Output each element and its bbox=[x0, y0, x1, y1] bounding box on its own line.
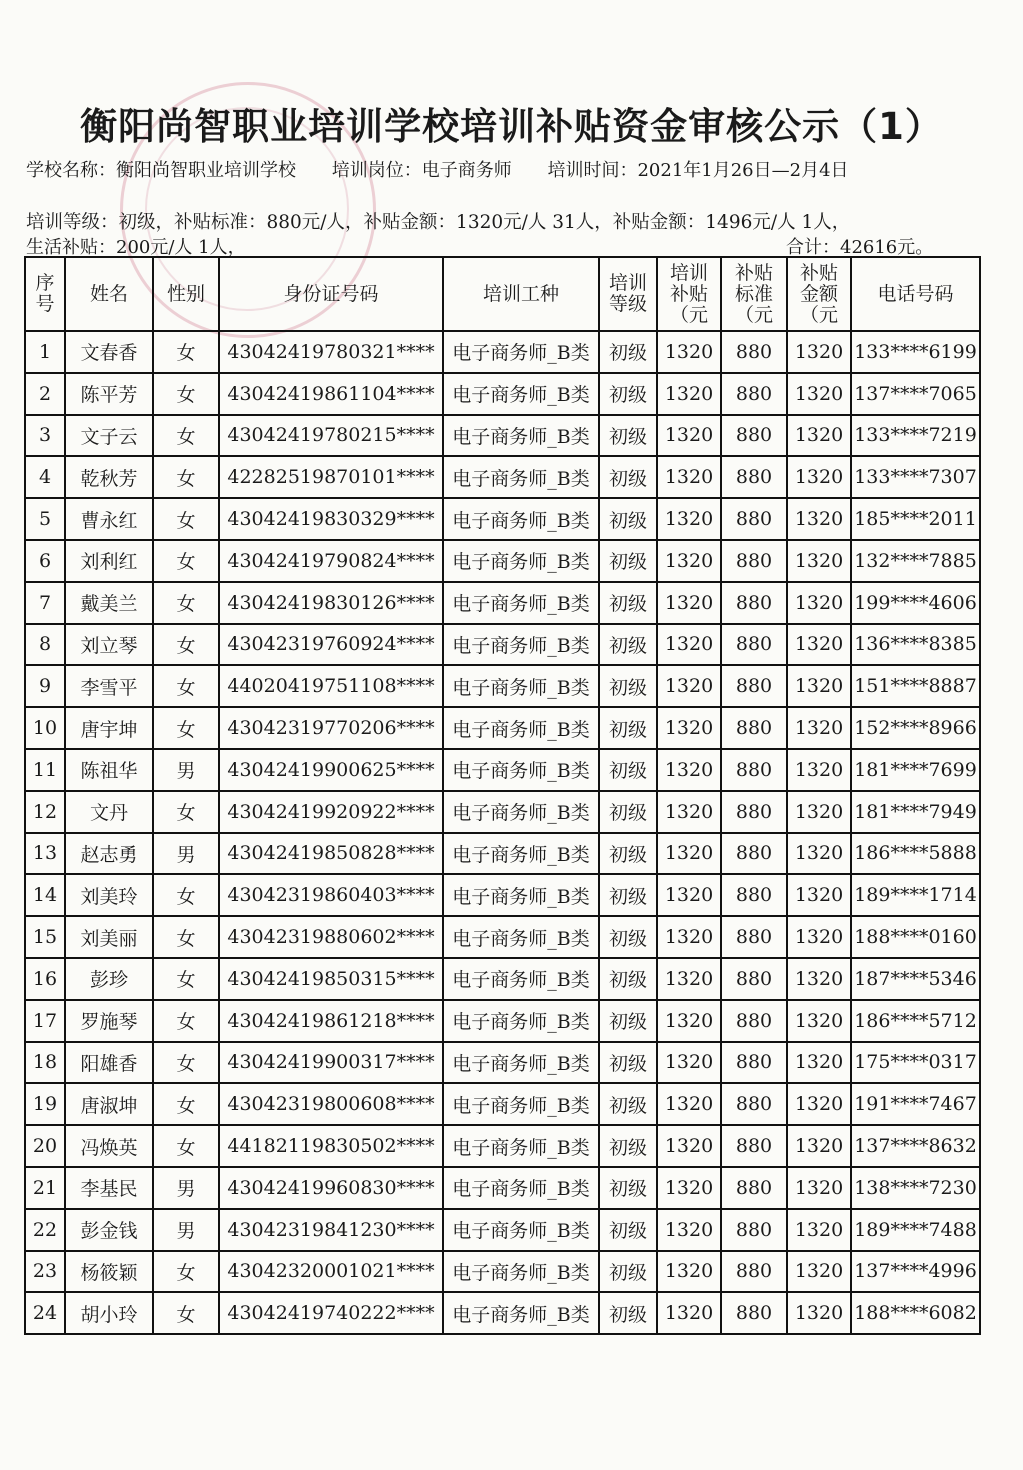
cell-phone: 133****6199 bbox=[851, 331, 980, 373]
cell-trade: 电子商务师_B类 bbox=[443, 1125, 599, 1167]
cell-subsidy-amount: 1320 bbox=[787, 415, 851, 457]
cell-training-subsidy: 1320 bbox=[657, 331, 721, 373]
cell-index: 16 bbox=[25, 958, 65, 1000]
cell-subsidy-amount: 1320 bbox=[787, 1167, 851, 1209]
cell-index: 18 bbox=[25, 1042, 65, 1084]
cell-training-subsidy: 1320 bbox=[657, 540, 721, 582]
cell-name: 阳雄香 bbox=[65, 1042, 153, 1084]
cell-phone: 136****8385 bbox=[851, 624, 980, 666]
cell-subsidy-standard: 880 bbox=[721, 498, 787, 540]
cell-phone: 199****4606 bbox=[851, 582, 980, 624]
cell-training-subsidy: 1320 bbox=[657, 958, 721, 1000]
cell-subsidy-amount: 1320 bbox=[787, 1209, 851, 1251]
cell-subsidy-standard: 880 bbox=[721, 1251, 787, 1293]
table-row bbox=[25, 1292, 980, 1334]
table-row bbox=[25, 498, 980, 540]
cell-training-subsidy: 1320 bbox=[657, 665, 721, 707]
cell-subsidy-amount: 1320 bbox=[787, 665, 851, 707]
cell-name: 李基民 bbox=[65, 1167, 153, 1209]
table-row bbox=[25, 1251, 980, 1293]
cell-subsidy-standard: 880 bbox=[721, 1000, 787, 1042]
cell-gender: 女 bbox=[153, 1000, 219, 1042]
cell-subsidy-standard: 880 bbox=[721, 456, 787, 498]
cell-name: 戴美兰 bbox=[65, 582, 153, 624]
cell-subsidy-amount: 1320 bbox=[787, 456, 851, 498]
cell-gender: 男 bbox=[153, 833, 219, 875]
cell-level: 初级 bbox=[599, 833, 657, 875]
cell-subsidy-standard: 880 bbox=[721, 1167, 787, 1209]
cell-training-subsidy: 1320 bbox=[657, 624, 721, 666]
cell-trade: 电子商务师_B类 bbox=[443, 1083, 599, 1125]
cell-gender: 女 bbox=[153, 331, 219, 373]
cell-gender: 女 bbox=[153, 415, 219, 457]
cell-index: 13 bbox=[25, 833, 65, 875]
cell-level: 初级 bbox=[599, 1292, 657, 1334]
table-row bbox=[25, 1083, 980, 1125]
cell-training-subsidy: 1320 bbox=[657, 1167, 721, 1209]
cell-name: 刘美丽 bbox=[65, 916, 153, 958]
cell-subsidy-standard: 880 bbox=[721, 1125, 787, 1167]
cell-index: 15 bbox=[25, 916, 65, 958]
cell-level: 初级 bbox=[599, 373, 657, 415]
cell-gender: 女 bbox=[153, 665, 219, 707]
table-row bbox=[25, 665, 980, 707]
cell-subsidy-amount: 1320 bbox=[787, 958, 851, 1000]
cell-index: 7 bbox=[25, 582, 65, 624]
cell-gender: 女 bbox=[153, 582, 219, 624]
cell-trade: 电子商务师_B类 bbox=[443, 582, 599, 624]
subsidy-table bbox=[24, 256, 981, 1335]
cell-index: 19 bbox=[25, 1083, 65, 1125]
cell-index: 6 bbox=[25, 540, 65, 582]
cell-level: 初级 bbox=[599, 1209, 657, 1251]
cell-training-subsidy: 1320 bbox=[657, 833, 721, 875]
header-gender: 性别 bbox=[153, 257, 219, 331]
table-row bbox=[25, 791, 980, 833]
table-row bbox=[25, 1042, 980, 1084]
cell-index: 17 bbox=[25, 1000, 65, 1042]
table-row bbox=[25, 833, 980, 875]
cell-subsidy-amount: 1320 bbox=[787, 624, 851, 666]
cell-subsidy-amount: 1320 bbox=[787, 1292, 851, 1334]
table-row bbox=[25, 456, 980, 498]
header-id-number: 身份证号码 bbox=[219, 257, 443, 331]
cell-subsidy-amount: 1320 bbox=[787, 707, 851, 749]
cell-id-number: 43042319760924**** bbox=[219, 624, 443, 666]
table-row bbox=[25, 707, 980, 749]
cell-trade: 电子商务师_B类 bbox=[443, 874, 599, 916]
cell-level: 初级 bbox=[599, 1125, 657, 1167]
cell-phone: 181****7949 bbox=[851, 791, 980, 833]
cell-trade: 电子商务师_B类 bbox=[443, 749, 599, 791]
cell-trade: 电子商务师_B类 bbox=[443, 1042, 599, 1084]
cell-subsidy-standard: 880 bbox=[721, 707, 787, 749]
header-level: 培训 等级 bbox=[599, 257, 657, 331]
table-row bbox=[25, 582, 980, 624]
cell-gender: 女 bbox=[153, 498, 219, 540]
cell-gender: 女 bbox=[153, 1251, 219, 1293]
cell-trade: 电子商务师_B类 bbox=[443, 540, 599, 582]
cell-subsidy-amount: 1320 bbox=[787, 540, 851, 582]
cell-trade: 电子商务师_B类 bbox=[443, 456, 599, 498]
cell-trade: 电子商务师_B类 bbox=[443, 665, 599, 707]
cell-level: 初级 bbox=[599, 1083, 657, 1125]
cell-level: 初级 bbox=[599, 874, 657, 916]
cell-name: 彭金钱 bbox=[65, 1209, 153, 1251]
cell-id-number: 43042419960830**** bbox=[219, 1167, 443, 1209]
cell-id-number: 43042319880602**** bbox=[219, 916, 443, 958]
cell-subsidy-standard: 880 bbox=[721, 749, 787, 791]
cell-trade: 电子商务师_B类 bbox=[443, 833, 599, 875]
cell-level: 初级 bbox=[599, 958, 657, 1000]
cell-gender: 女 bbox=[153, 1292, 219, 1334]
cell-name: 文子云 bbox=[65, 415, 153, 457]
table-row bbox=[25, 916, 980, 958]
cell-name: 李雪平 bbox=[65, 665, 153, 707]
cell-level: 初级 bbox=[599, 1042, 657, 1084]
cell-name: 冯焕英 bbox=[65, 1125, 153, 1167]
cell-id-number: 43042419920922**** bbox=[219, 791, 443, 833]
table-row bbox=[25, 331, 980, 373]
cell-id-number: 43042419740222**** bbox=[219, 1292, 443, 1334]
header-name: 姓名 bbox=[65, 257, 153, 331]
cell-level: 初级 bbox=[599, 791, 657, 833]
grand-total: 合计：42616元。 bbox=[786, 237, 934, 258]
cell-training-subsidy: 1320 bbox=[657, 791, 721, 833]
cell-name: 唐淑坤 bbox=[65, 1083, 153, 1125]
header-subsidy-amount: 补贴 金额 （元 bbox=[787, 257, 851, 331]
cell-level: 初级 bbox=[599, 582, 657, 624]
cell-gender: 女 bbox=[153, 874, 219, 916]
cell-subsidy-amount: 1320 bbox=[787, 749, 851, 791]
cell-subsidy-amount: 1320 bbox=[787, 1083, 851, 1125]
cell-name: 胡小玲 bbox=[65, 1292, 153, 1334]
cell-phone: 186****5712 bbox=[851, 1000, 980, 1042]
cell-name: 刘美玲 bbox=[65, 874, 153, 916]
cell-gender: 女 bbox=[153, 456, 219, 498]
cell-gender: 女 bbox=[153, 624, 219, 666]
cell-training-subsidy: 1320 bbox=[657, 415, 721, 457]
cell-subsidy-amount: 1320 bbox=[787, 1042, 851, 1084]
cell-gender: 女 bbox=[153, 707, 219, 749]
cell-id-number: 43042419861218**** bbox=[219, 1000, 443, 1042]
cell-subsidy-amount: 1320 bbox=[787, 791, 851, 833]
cell-phone: 187****5346 bbox=[851, 958, 980, 1000]
cell-trade: 电子商务师_B类 bbox=[443, 791, 599, 833]
cell-trade: 电子商务师_B类 bbox=[443, 916, 599, 958]
cell-trade: 电子商务师_B类 bbox=[443, 624, 599, 666]
cell-id-number: 43042419861104**** bbox=[219, 373, 443, 415]
cell-gender: 男 bbox=[153, 1167, 219, 1209]
cell-phone: 137****8632 bbox=[851, 1125, 980, 1167]
cell-level: 初级 bbox=[599, 456, 657, 498]
cell-training-subsidy: 1320 bbox=[657, 373, 721, 415]
cell-name: 陈祖华 bbox=[65, 749, 153, 791]
cell-level: 初级 bbox=[599, 331, 657, 373]
cell-phone: 188****6082 bbox=[851, 1292, 980, 1334]
table-row bbox=[25, 749, 980, 791]
cell-index: 12 bbox=[25, 791, 65, 833]
cell-id-number: 43042419850315**** bbox=[219, 958, 443, 1000]
cell-subsidy-standard: 880 bbox=[721, 791, 787, 833]
cell-index: 2 bbox=[25, 373, 65, 415]
cell-index: 11 bbox=[25, 749, 65, 791]
cell-subsidy-standard: 880 bbox=[721, 331, 787, 373]
cell-id-number: 44020419751108**** bbox=[219, 665, 443, 707]
cell-id-number: 43042419900317**** bbox=[219, 1042, 443, 1084]
cell-phone: 191****7467 bbox=[851, 1083, 980, 1125]
cell-index: 24 bbox=[25, 1292, 65, 1334]
cell-name: 刘利红 bbox=[65, 540, 153, 582]
cell-trade: 电子商务师_B类 bbox=[443, 373, 599, 415]
table-row bbox=[25, 415, 980, 457]
cell-name: 杨筱颖 bbox=[65, 1251, 153, 1293]
cell-subsidy-amount: 1320 bbox=[787, 874, 851, 916]
cell-subsidy-standard: 880 bbox=[721, 1209, 787, 1251]
cell-name: 罗施琴 bbox=[65, 1000, 153, 1042]
cell-index: 3 bbox=[25, 415, 65, 457]
cell-id-number: 43042419850828**** bbox=[219, 833, 443, 875]
cell-gender: 男 bbox=[153, 749, 219, 791]
cell-phone: 132****7885 bbox=[851, 540, 980, 582]
cell-phone: 189****7488 bbox=[851, 1209, 980, 1251]
cell-subsidy-amount: 1320 bbox=[787, 582, 851, 624]
cell-training-subsidy: 1320 bbox=[657, 707, 721, 749]
cell-training-subsidy: 1320 bbox=[657, 1042, 721, 1084]
table-row bbox=[25, 1167, 980, 1209]
cell-trade: 电子商务师_B类 bbox=[443, 707, 599, 749]
cell-trade: 电子商务师_B类 bbox=[443, 415, 599, 457]
cell-subsidy-amount: 1320 bbox=[787, 833, 851, 875]
cell-trade: 电子商务师_B类 bbox=[443, 498, 599, 540]
cell-training-subsidy: 1320 bbox=[657, 916, 721, 958]
cell-subsidy-standard: 880 bbox=[721, 833, 787, 875]
cell-trade: 电子商务师_B类 bbox=[443, 1292, 599, 1334]
cell-training-subsidy: 1320 bbox=[657, 1209, 721, 1251]
cell-index: 20 bbox=[25, 1125, 65, 1167]
cell-name: 刘立琴 bbox=[65, 624, 153, 666]
cell-phone: 189****1714 bbox=[851, 874, 980, 916]
cell-training-subsidy: 1320 bbox=[657, 498, 721, 540]
cell-subsidy-standard: 880 bbox=[721, 874, 787, 916]
cell-phone: 185****2011 bbox=[851, 498, 980, 540]
cell-subsidy-amount: 1320 bbox=[787, 498, 851, 540]
cell-id-number: 43042319800608**** bbox=[219, 1083, 443, 1125]
table-header-row bbox=[25, 257, 980, 331]
cell-training-subsidy: 1320 bbox=[657, 1083, 721, 1125]
table-row bbox=[25, 958, 980, 1000]
cell-id-number: 43042419900625**** bbox=[219, 749, 443, 791]
cell-id-number: 43042419780321**** bbox=[219, 331, 443, 373]
cell-phone: 137****7065 bbox=[851, 373, 980, 415]
cell-index: 5 bbox=[25, 498, 65, 540]
cell-subsidy-amount: 1320 bbox=[787, 331, 851, 373]
cell-index: 23 bbox=[25, 1251, 65, 1293]
cell-phone: 138****7230 bbox=[851, 1167, 980, 1209]
cell-id-number: 44182119830502**** bbox=[219, 1125, 443, 1167]
cell-level: 初级 bbox=[599, 916, 657, 958]
cell-subsidy-standard: 880 bbox=[721, 540, 787, 582]
training-position: 培训岗位：电子商务师 bbox=[331, 160, 512, 181]
cell-gender: 女 bbox=[153, 1125, 219, 1167]
cell-subsidy-standard: 880 bbox=[721, 916, 787, 958]
cell-training-subsidy: 1320 bbox=[657, 1000, 721, 1042]
cell-level: 初级 bbox=[599, 415, 657, 457]
cell-gender: 女 bbox=[153, 916, 219, 958]
table-row bbox=[25, 373, 980, 415]
header-training-subsidy: 培训 补贴 （元 bbox=[657, 257, 721, 331]
cell-index: 10 bbox=[25, 707, 65, 749]
cell-id-number: 43042319770206**** bbox=[219, 707, 443, 749]
cell-training-subsidy: 1320 bbox=[657, 1251, 721, 1293]
table-row bbox=[25, 624, 980, 666]
cell-subsidy-standard: 880 bbox=[721, 582, 787, 624]
cell-subsidy-amount: 1320 bbox=[787, 916, 851, 958]
cell-name: 文丹 bbox=[65, 791, 153, 833]
cell-subsidy-standard: 880 bbox=[721, 1083, 787, 1125]
cell-subsidy-amount: 1320 bbox=[787, 373, 851, 415]
cell-name: 文春香 bbox=[65, 331, 153, 373]
cell-index: 21 bbox=[25, 1167, 65, 1209]
cell-subsidy-amount: 1320 bbox=[787, 1125, 851, 1167]
cell-phone: 133****7307 bbox=[851, 456, 980, 498]
cell-gender: 女 bbox=[153, 540, 219, 582]
cell-training-subsidy: 1320 bbox=[657, 1125, 721, 1167]
cell-phone: 152****8966 bbox=[851, 707, 980, 749]
cell-training-subsidy: 1320 bbox=[657, 582, 721, 624]
cell-trade: 电子商务师_B类 bbox=[443, 1209, 599, 1251]
cell-id-number: 43042419780215**** bbox=[219, 415, 443, 457]
cell-id-number: 43042319860403**** bbox=[219, 874, 443, 916]
cell-subsidy-standard: 880 bbox=[721, 1292, 787, 1334]
table-row bbox=[25, 540, 980, 582]
cell-level: 初级 bbox=[599, 1167, 657, 1209]
cell-gender: 女 bbox=[153, 791, 219, 833]
cell-name: 唐宇坤 bbox=[65, 707, 153, 749]
cell-level: 初级 bbox=[599, 749, 657, 791]
cell-phone: 137****4996 bbox=[851, 1251, 980, 1293]
cell-trade: 电子商务师_B类 bbox=[443, 958, 599, 1000]
cell-subsidy-standard: 880 bbox=[721, 958, 787, 1000]
cell-trade: 电子商务师_B类 bbox=[443, 1251, 599, 1293]
cell-gender: 女 bbox=[153, 958, 219, 1000]
cell-gender: 女 bbox=[153, 1042, 219, 1084]
cell-phone: 151****8887 bbox=[851, 665, 980, 707]
cell-index: 4 bbox=[25, 456, 65, 498]
cell-training-subsidy: 1320 bbox=[657, 456, 721, 498]
cell-phone: 133****7219 bbox=[851, 415, 980, 457]
cell-id-number: 43042419790824**** bbox=[219, 540, 443, 582]
subsidy-summary: 培训等级：初级，补贴标准：880元/人，补贴金额：1320元/人 31人，补贴金额：1496元/人 1人， bbox=[26, 212, 851, 233]
cell-name: 赵志勇 bbox=[65, 833, 153, 875]
cell-phone: 186****5888 bbox=[851, 833, 980, 875]
cell-level: 初级 bbox=[599, 707, 657, 749]
cell-level: 初级 bbox=[599, 540, 657, 582]
cell-training-subsidy: 1320 bbox=[657, 874, 721, 916]
cell-phone: 175****0317 bbox=[851, 1042, 980, 1084]
cell-subsidy-amount: 1320 bbox=[787, 1251, 851, 1293]
table-row bbox=[25, 1125, 980, 1167]
cell-gender: 女 bbox=[153, 1083, 219, 1125]
header-trade: 培训工种 bbox=[443, 257, 599, 331]
cell-level: 初级 bbox=[599, 665, 657, 707]
cell-id-number: 42282519870101**** bbox=[219, 456, 443, 498]
cell-name: 彭珍 bbox=[65, 958, 153, 1000]
cell-id-number: 43042319841230**** bbox=[219, 1209, 443, 1251]
cell-subsidy-standard: 880 bbox=[721, 624, 787, 666]
cell-level: 初级 bbox=[599, 498, 657, 540]
cell-name: 曹永红 bbox=[65, 498, 153, 540]
cell-trade: 电子商务师_B类 bbox=[443, 1167, 599, 1209]
cell-level: 初级 bbox=[599, 624, 657, 666]
cell-subsidy-standard: 880 bbox=[721, 665, 787, 707]
cell-name: 乾秋芳 bbox=[65, 456, 153, 498]
cell-level: 初级 bbox=[599, 1000, 657, 1042]
cell-index: 9 bbox=[25, 665, 65, 707]
living-subsidy: 生活补贴：200元/人 1人， bbox=[26, 237, 246, 258]
cell-training-subsidy: 1320 bbox=[657, 1292, 721, 1334]
training-time: 培训时间：2021年1月26日—2月4日 bbox=[547, 160, 849, 181]
cell-gender: 女 bbox=[153, 373, 219, 415]
cell-level: 初级 bbox=[599, 1251, 657, 1293]
info-line-school bbox=[26, 156, 879, 182]
cell-id-number: 43042419830329**** bbox=[219, 498, 443, 540]
cell-id-number: 43042419830126**** bbox=[219, 582, 443, 624]
cell-subsidy-standard: 880 bbox=[721, 1042, 787, 1084]
table-row bbox=[25, 1000, 980, 1042]
cell-index: 14 bbox=[25, 874, 65, 916]
cell-phone: 188****0160 bbox=[851, 916, 980, 958]
cell-subsidy-amount: 1320 bbox=[787, 1000, 851, 1042]
header-index: 序 号 bbox=[25, 257, 65, 331]
header-subsidy-standard: 补贴 标准 （元 bbox=[721, 257, 787, 331]
cell-training-subsidy: 1320 bbox=[657, 749, 721, 791]
cell-index: 22 bbox=[25, 1209, 65, 1251]
cell-index: 8 bbox=[25, 624, 65, 666]
table-row bbox=[25, 1209, 980, 1251]
cell-gender: 男 bbox=[153, 1209, 219, 1251]
table-row bbox=[25, 874, 980, 916]
cell-id-number: 43042320001021**** bbox=[219, 1251, 443, 1293]
school-name: 学校名称：衡阳尚智职业培训学校 bbox=[26, 160, 296, 181]
cell-subsidy-standard: 880 bbox=[721, 415, 787, 457]
cell-subsidy-standard: 880 bbox=[721, 373, 787, 415]
page-title: 衡阳尚智职业培训学校培训补贴资金审核公示（1） bbox=[80, 105, 943, 148]
cell-trade: 电子商务师_B类 bbox=[443, 1000, 599, 1042]
cell-phone: 181****7699 bbox=[851, 749, 980, 791]
cell-trade: 电子商务师_B类 bbox=[443, 331, 599, 373]
header-phone: 电话号码 bbox=[851, 257, 980, 331]
cell-index: 1 bbox=[25, 331, 65, 373]
cell-name: 陈平芳 bbox=[65, 373, 153, 415]
